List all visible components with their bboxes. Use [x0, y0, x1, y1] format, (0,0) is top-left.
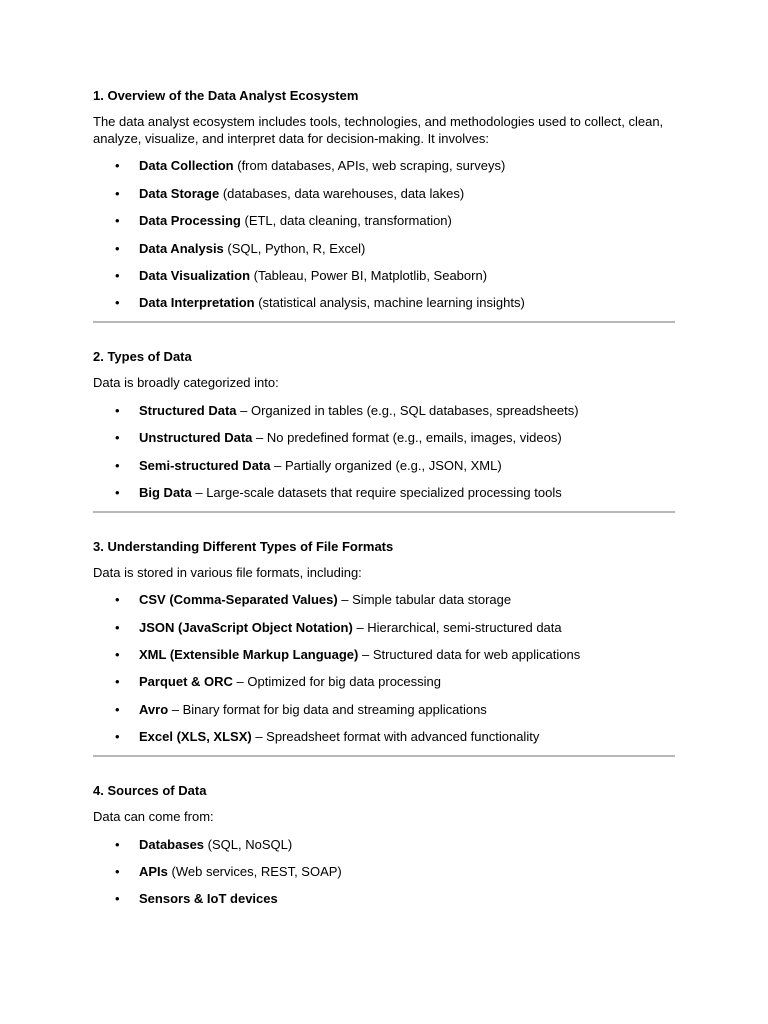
item-desc: (Web services, REST, SOAP) — [167, 864, 342, 880]
section-heading: 1. Overview of the Data Analyst Ecosystem — [93, 88, 359, 103]
bullet-list — [93, 157, 675, 311]
section-intro: Data can come from: — [93, 809, 214, 825]
item-desc: (from databases, APIs, web scraping, surveys) — [233, 158, 506, 174]
item-desc: (ETL, data cleaning, transformation) — [240, 213, 452, 229]
item-desc: – Simple tabular data storage — [337, 592, 512, 608]
list-item — [93, 646, 675, 663]
item-desc: (databases, data warehouses, data lakes) — [219, 185, 465, 201]
bullet-list — [93, 591, 675, 745]
item-term: APIs — [139, 864, 168, 880]
list-item — [93, 429, 675, 446]
item-desc: – Optimized for big data processing — [232, 674, 442, 690]
item-term: Semi-structured Data — [139, 457, 271, 473]
item-desc: – No predefined format (e.g., emails, images, videos) — [252, 430, 562, 446]
item-desc: – Structured data for web applications — [358, 647, 581, 663]
item-desc: (SQL, Python, R, Excel) — [223, 240, 366, 256]
item-term: CSV (Comma-Separated Values) — [139, 592, 338, 608]
section-file-formats — [93, 537, 675, 757]
list-item — [93, 185, 675, 202]
item-desc: – Hierarchical, semi-structured data — [352, 619, 562, 635]
bullet-list — [93, 402, 675, 501]
list-item — [93, 863, 675, 880]
section-overview — [93, 86, 675, 323]
list-item — [93, 619, 675, 636]
item-term: Structured Data — [139, 402, 237, 418]
section-heading: 4. Sources of Data — [93, 783, 207, 799]
item-term: Databases — [139, 836, 205, 852]
item-desc: – Binary format for big data and streaming applications — [168, 701, 487, 717]
item-desc: – Partially organized (e.g., JSON, XML) — [270, 457, 502, 473]
list-item — [93, 294, 675, 311]
list-item — [93, 457, 675, 474]
item-desc: (statistical analysis, machine learning insights) — [254, 295, 525, 311]
list-item — [93, 157, 675, 174]
item-term: XML (Extensible Markup Language) — [139, 647, 359, 663]
list-item — [93, 673, 675, 690]
list-item — [93, 836, 675, 853]
item-term: Data Visualization — [139, 267, 251, 283]
item-term: Data Interpretation — [139, 295, 255, 311]
item-term: Data Analysis — [139, 240, 224, 256]
item-term: JSON (JavaScript Object Notation) — [139, 619, 353, 635]
item-term: Avro — [139, 701, 169, 717]
item-desc: (Tableau, Power BI, Matplotlib, Seaborn) — [250, 267, 488, 283]
list-item — [93, 484, 675, 501]
item-term: Big Data — [139, 484, 192, 500]
bullet-list — [93, 836, 675, 908]
item-term: Data Processing — [139, 213, 241, 229]
section-types-of-data — [93, 347, 675, 513]
list-item — [93, 890, 675, 907]
list-item — [93, 267, 675, 284]
list-item — [93, 240, 675, 257]
item-term: Data Storage — [139, 185, 220, 201]
item-term: Unstructured Data — [139, 430, 253, 446]
item-term: Data Collection — [139, 158, 234, 174]
list-item — [93, 212, 675, 229]
section-heading: 3. Understanding Different Types of File Formats — [93, 538, 394, 554]
item-desc: – Organized in tables (e.g., SQL databases, spreadsheets) — [236, 402, 579, 418]
item-desc: (SQL, NoSQL) — [204, 836, 293, 852]
list-item — [93, 728, 675, 745]
item-term: Excel (XLS, XLSX) — [139, 729, 252, 745]
list-item — [93, 402, 675, 419]
section-intro: Data is broadly categorized into: — [93, 375, 279, 391]
item-desc: – Spreadsheet format with advanced functionality — [251, 729, 540, 745]
section-intro: Data is stored in various file formats, including: — [93, 564, 362, 580]
item-desc: – Large-scale datasets that require specialized processing tools — [191, 484, 562, 500]
item-term: Parquet & ORC — [139, 674, 233, 690]
item-term: Sensors & IoT devices — [139, 891, 278, 907]
section-heading: 2. Types of Data — [93, 349, 192, 365]
list-item — [93, 701, 675, 718]
list-item — [93, 591, 675, 608]
document-body — [93, 86, 675, 907]
section-intro: The data analyst ecosystem includes tools, technologies, and methodologies used to collect, clean, analyze, visualize, and interpret data for decision-making. It involves: — [93, 114, 664, 146]
section-sources-of-data — [93, 781, 675, 907]
